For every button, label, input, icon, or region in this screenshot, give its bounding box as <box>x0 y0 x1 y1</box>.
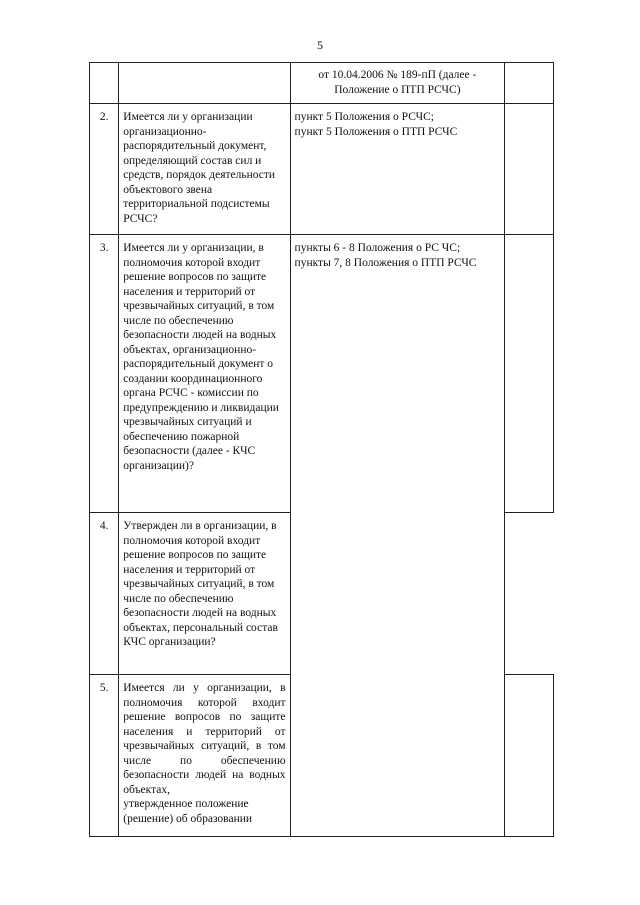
basis-line: пункт 5 Положения о РСЧС; <box>294 111 434 123</box>
basis-line: от 10.04.2006 № 189-пП (далее - <box>318 69 477 81</box>
question-cell: Утвержден ли в организации, в полномочия которой входит решение вопросов по защите населения и территорий от чрезвычайных ситуаций, в том числе по обеспечению безопасности людей на водных объектах, персональный состав КЧС организации? <box>119 513 290 675</box>
basis-cell <box>290 104 505 235</box>
checklist-table <box>89 62 554 837</box>
notes-cell <box>505 63 554 104</box>
basis-cell <box>290 63 505 104</box>
row-number-cell: 3. <box>90 235 119 513</box>
basis-line: пункты 7, 8 Положения о ПТП РСЧС <box>294 256 477 269</box>
row-number-cell: 4. <box>90 513 119 675</box>
question-cell <box>119 63 290 104</box>
question-text: Имеется ли у организации, в полномочия которой входит решение вопросов по защите населения и территорий от чрезвычайных ситуаций, в том числе по обеспечению безопасности людей на водных объектах, <box>123 682 286 796</box>
table-row <box>90 63 554 104</box>
notes-cell <box>505 675 554 837</box>
table-row <box>90 104 554 235</box>
row-number-cell <box>90 63 119 104</box>
question-cell: Имеется ли у организации организационно-распорядительный документ, определяющий состав сил и средств, порядок деятельности объектового звена территориальной подсистемы РСЧС? <box>119 104 290 235</box>
basis-line: пункт 5 Положения о ПТП РСЧС <box>294 125 458 138</box>
table-row <box>90 235 554 513</box>
notes-cell <box>505 104 554 235</box>
row-number-cell: 2. <box>90 104 119 235</box>
basis-cell <box>290 235 505 837</box>
question-text: утвержденное положение (решение) об образовании <box>123 798 253 825</box>
page-number: 5 <box>317 38 323 52</box>
row-number-cell: 5. <box>90 675 119 837</box>
question-cell: Имеется ли у организации, в полномочия которой входит решение вопросов по защите населения и территорий от чрезвычайных ситуаций, в том числе по обеспечению безопасности людей на водных объектах, организационно-распорядительный документ о создании координационного органа РСЧС - комиссии по предупреждению и ликвидации чрезвычайных ситуаций и обеспечению пожарной безопасности (далее - КЧС организации)? <box>119 235 290 513</box>
basis-line: Положение о ПТП РСЧС) <box>334 83 461 96</box>
question-cell <box>119 675 290 837</box>
basis-line: пункты 6 - 8 Положения о РС ЧС; <box>294 242 461 254</box>
notes-cell <box>505 513 554 675</box>
notes-cell <box>505 235 554 513</box>
